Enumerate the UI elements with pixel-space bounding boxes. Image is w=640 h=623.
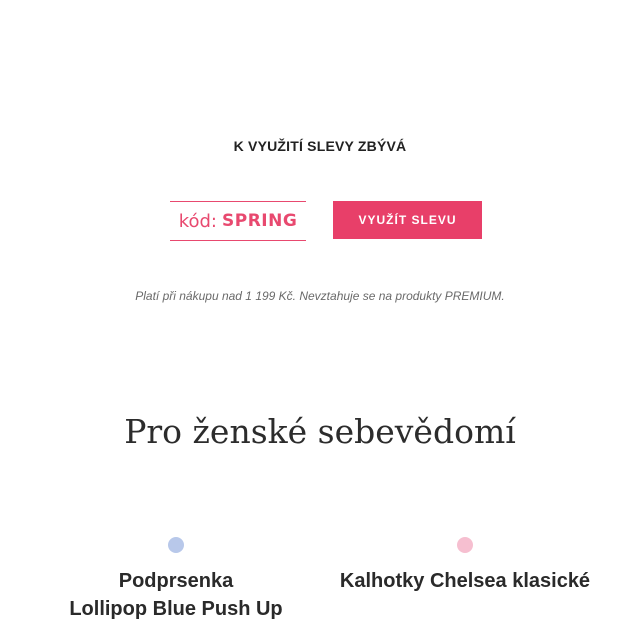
color-swatch[interactable] [457,537,473,553]
product-card[interactable] [315,537,615,595]
promo-code-box [170,201,306,241]
promo-terms-note: Platí při nákupu nad 1 199 Kč. Nevztahuje se na produkty PREMIUM. [135,289,505,303]
promo-code-row [0,201,640,243]
product-card[interactable] [26,537,326,623]
product-name-line[interactable]: Lollipop Blue Push Up [69,598,283,620]
color-swatches [26,537,326,553]
discount-countdown-label: K VYUŽITÍ SLEVY ZBÝVÁ [233,138,407,154]
promo-code-value: SPRING [221,211,298,231]
promo-code-prefix: kód: [178,210,217,232]
apply-discount-button[interactable]: VYUŽÍT SLEVU [333,201,482,239]
product-name-line[interactable]: Kalhotky Chelsea klasické [339,570,591,592]
section-title: Pro ženské sebevědomí [124,412,516,451]
product-name-line[interactable]: Podprsenka [118,570,234,592]
color-swatches [315,537,615,553]
color-swatch[interactable] [168,537,184,553]
